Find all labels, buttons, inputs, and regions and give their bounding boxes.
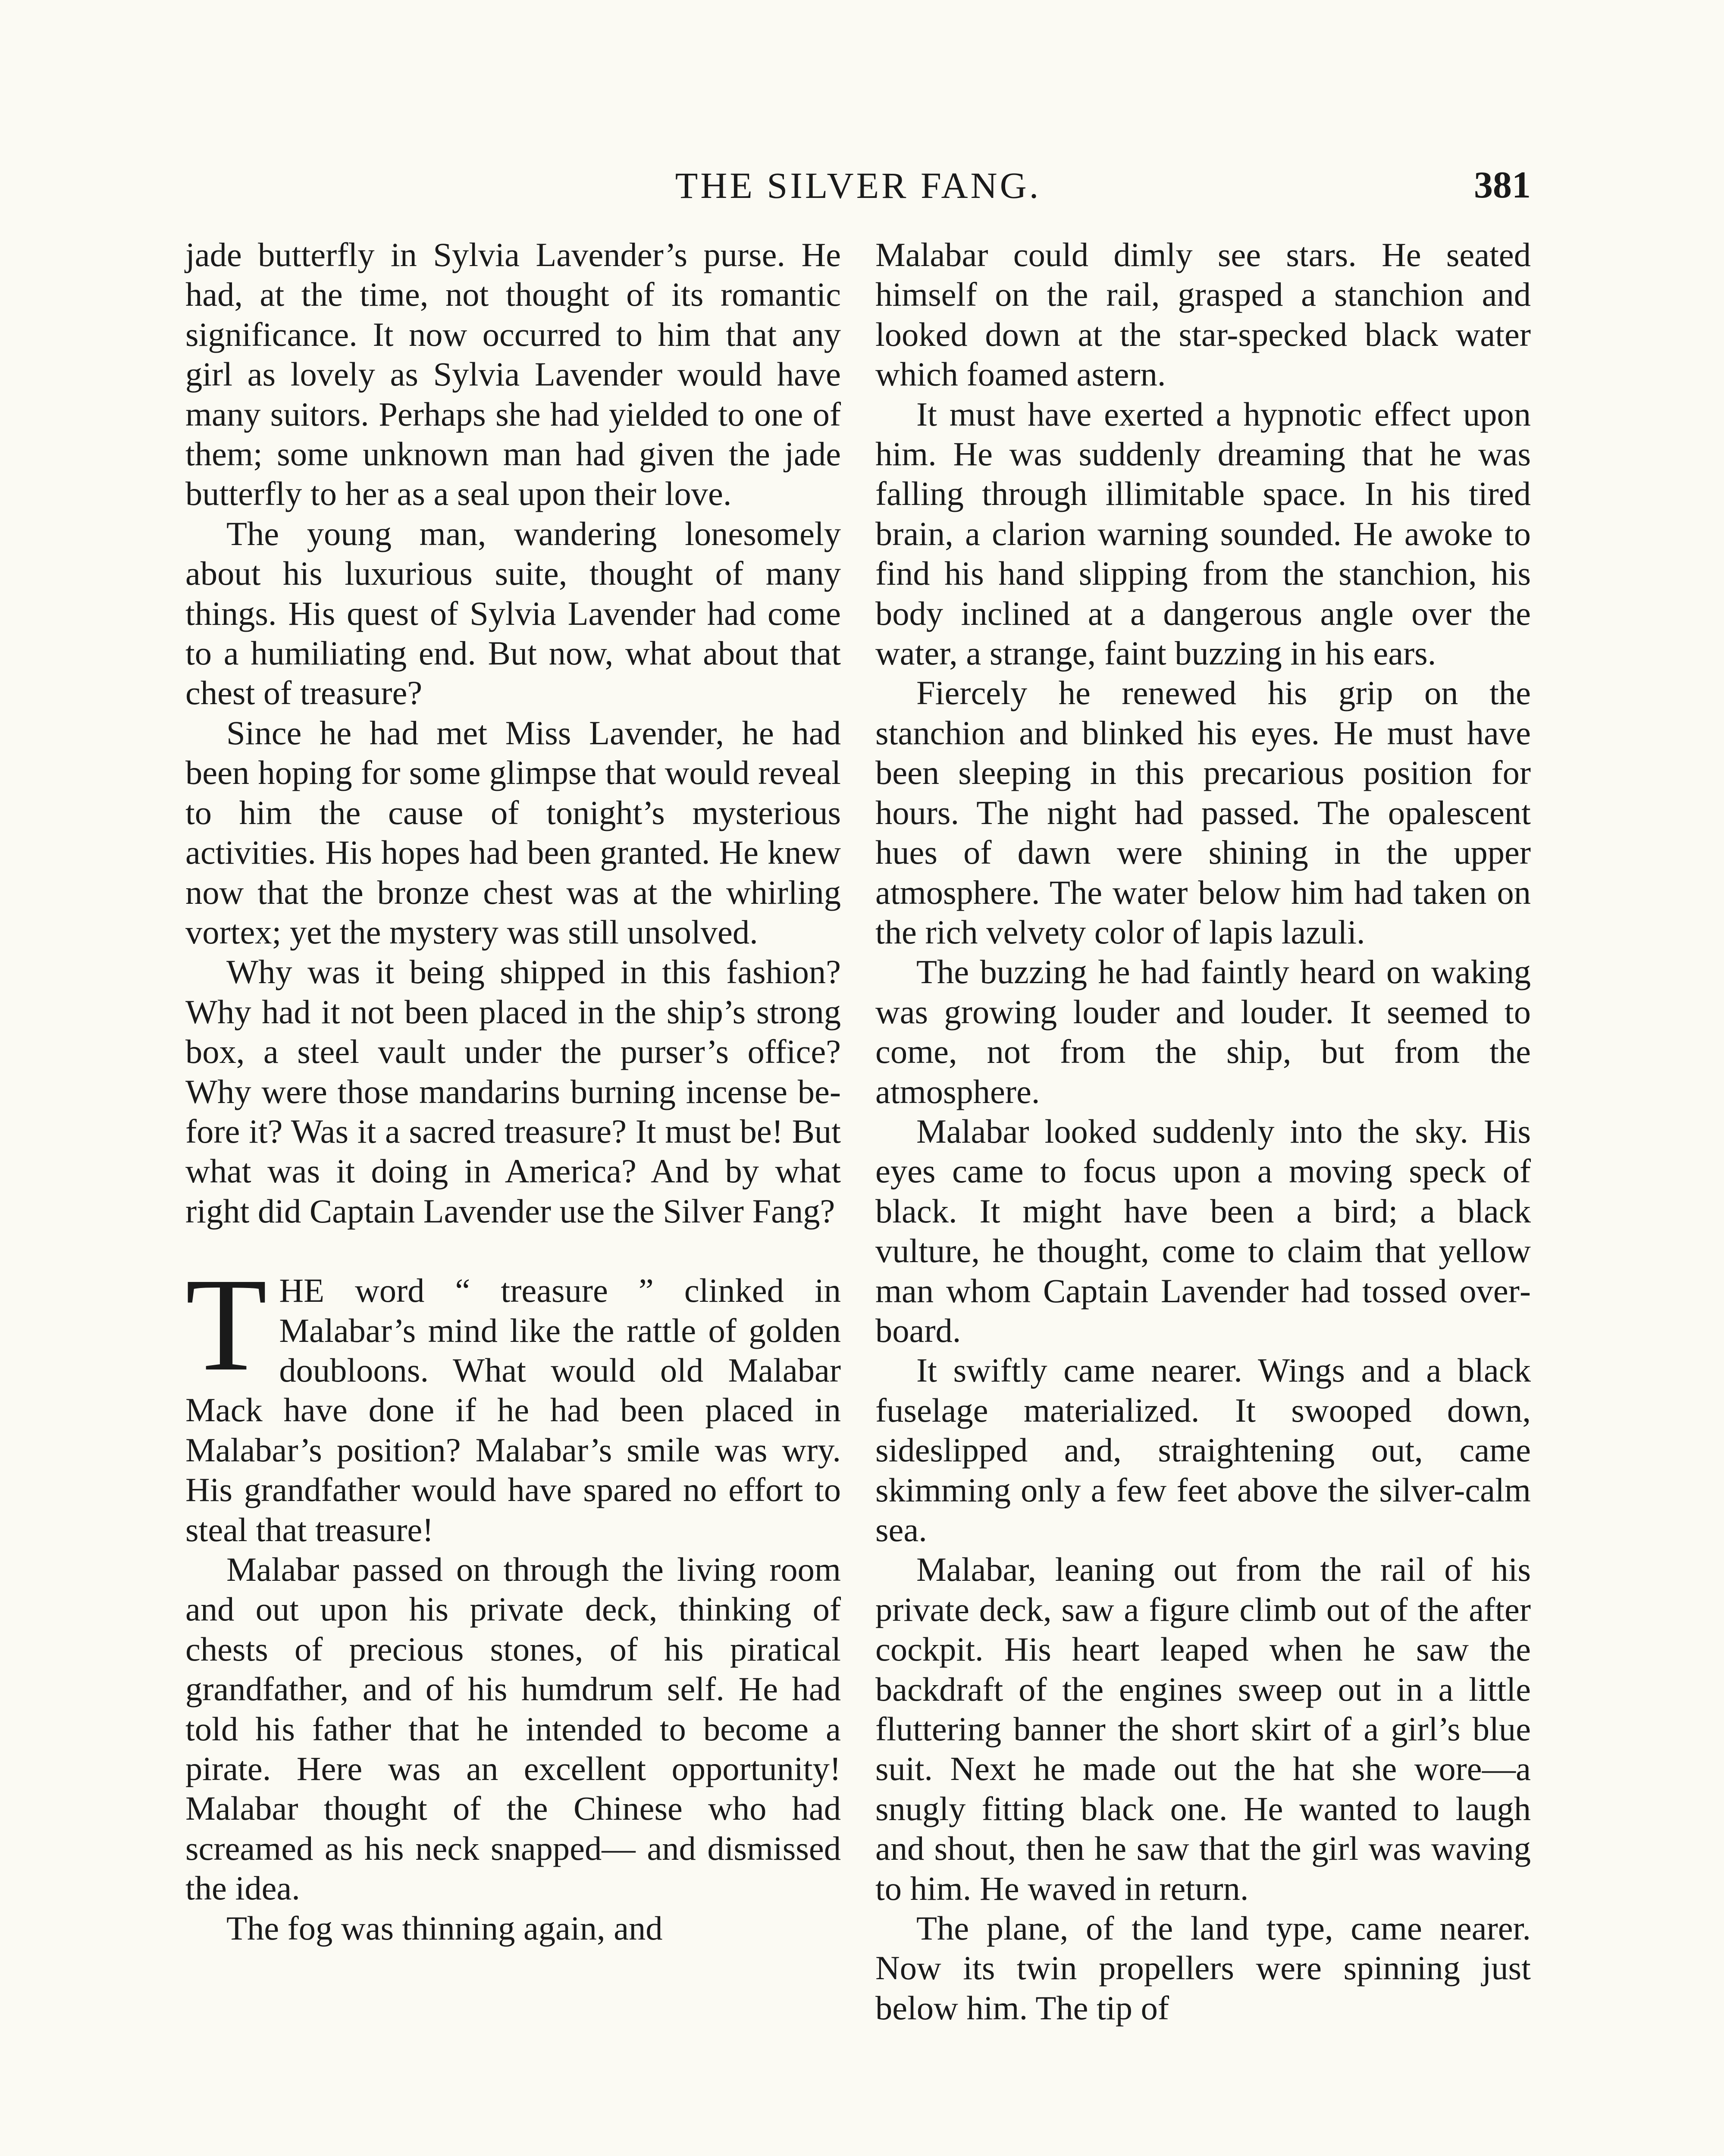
paragraph: Why was it being shipped in this fashion? Why had it not been placed in the ship’s strong box, a steel vault under the purser’s office? Why were those mandarins burning incense before it? Was it a sacred treasure? It must be! But what was it doing in America? And by what right did Captain Lavender use the Silver Fang? [185,953,841,1230]
drop-cap: T [185,1251,267,1399]
paragraph: It must have exerted a hypnotic effect upon him. He was suddenly dreaming that he was falling through illimitable space. In his tired brain, a clarion warning sounded. He awoke to find his hand slipping from the stanchion, his body inclined at a dangerous angle over the water, a strange, faint buzzing in his ears. [875,395,1531,672]
paragraph: Malabar could dimly see stars. He seated himself on the rail, grasped a stanchion and looked down at the star-specked black water which foamed astern. [875,236,1531,393]
paragraph: Fiercely he renewed his grip on the stanchion and blinked his eyes. He must have been sleeping in this precarious position for hours. The night had passed. The opalescent hues of dawn were shining in the upper atmosphere. The water below him had taken on the rich velvety color of lapis lazuli. [875,674,1531,951]
paragraph: The young man, wandering lonesomely about his luxurious suite, thought of many things. His quest of Sylvia Lavender had come to a humiliating end. But now, what about that chest of treasure? [185,514,841,712]
paragraph: It swiftly came nearer. Wings and a black fuselage materialized. It swooped down, sideslipped and, straightening out, came skimming only a few feet above the silver-calm sea. [875,1351,1531,1548]
paragraph: The plane, of the land type, came nearer. Now its twin propellers were spinning just below him. The tip of [875,1909,1531,2027]
paragraph: Since he had met Miss Lavender, he had been hoping for some glimpse that would reveal to him the cause of tonight’s mysterious activities. His hopes had been granted. He knew now that the bronze chest was at the whirling vortex; yet the mystery was still unsolved. [185,714,841,951]
paragraph: The fog was thinning again, and [226,1909,663,1947]
page-number: 381 [1474,164,1531,206]
right-column [875,235,1531,2028]
paragraph: Malabar passed on through the living room and out upon his private deck, thinking of chests of precious stones, of his piratical grandfather, and of his humdrum self. He had told his father that he intended to become a pirate. Here was an excellent opportunity! Malabar thought of the Chinese who had screamed as his neck snapped— and dismissed the idea. [185,1551,841,1907]
paragraph: jade butterfly in Sylvia Lavender’s purse. He had, at the time, not thought of its romantic significance. It now occurred to him that any girl as lovely as Sylvia Lavender would have many suitors. Perhaps she had yielded to one of them; some unknown man had given the jade butterfly to her as a seal upon their love. [185,236,841,513]
section-opening-paragraph [185,1251,841,1550]
paragraph: Malabar, leaning out from the rail of his private deck, saw a figure climb out of the after cockpit. His heart leaped when he saw the backdraft of the engines sweep out in a little fluttering banner the short skirt of a girl’s blue suit. Next he made out the hat she wore—a snugly fitting black one. He wanted to laugh and shout, then he saw that the girl was waving to him. He waved in return. [875,1551,1531,1907]
running-header [185,160,1531,211]
paragraph: The buzzing he had faintly heard on waking was growing louder and louder. It seemed to come, not from the ship, but from the atmosphere. [875,953,1531,1110]
paragraph: Malabar looked suddenly into the sky. His eyes came to focus upon a moving speck of black. It might have been a bird; a black vulture, he thought, come to claim that yellow man whom Captain Lavender had tossed overboard. [875,1112,1531,1349]
left-column [185,235,841,1948]
paragraph-text: HE word “ treasure ” clinked in Malabar’s mind like the rattle of golden doubloons. What would old Malabar Mack have done if he had been placed in Malabar’s position? Malabar’s smile was wry. His grandfather would have spared no effort to steal that treasure! [185,1272,841,1548]
running-title: THE SILVER FANG. [675,165,1041,206]
